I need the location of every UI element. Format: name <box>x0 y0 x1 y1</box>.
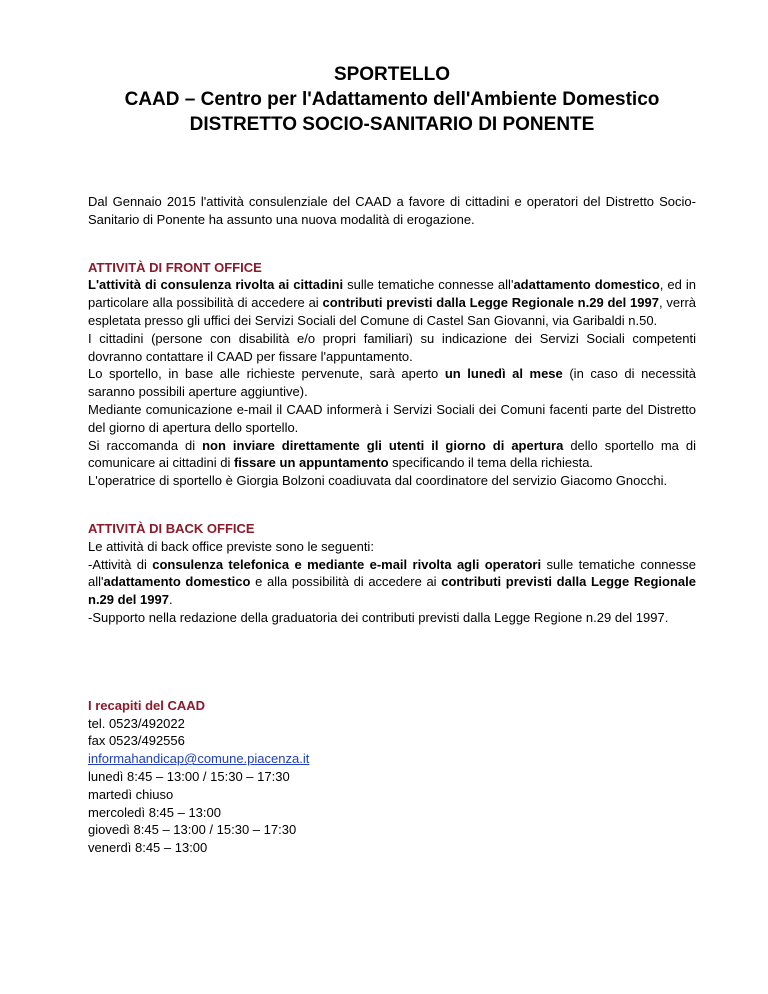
text-run: specificando il tema della richiesta. <box>388 455 594 471</box>
contacts-title: I recapiti del CAAD <box>88 697 206 713</box>
text-run: -Attività di <box>88 556 153 572</box>
bold-run: fissare un appuntamento <box>233 455 389 471</box>
front-office-section <box>88 259 696 490</box>
bold-run: L'attività di consulenza rivolta ai cittadini <box>88 277 344 293</box>
hours-wednesday: mercoledì 8:45 – 13:00 <box>88 804 221 820</box>
front-office-paragraph-4: Mediante comunicazione e-mail il CAAD informerà i Servizi Sociali dei Comuni facenti parte del Distretto del giorno di apertura dello sportello. <box>88 401 696 435</box>
bold-run: un lunedì al mese <box>444 366 563 382</box>
hours-thursday: giovedì 8:45 – 13:00 / 15:30 – 17:30 <box>88 822 297 838</box>
text-run: sulle tematiche connesse all' <box>88 556 696 590</box>
text-run: e alla possibilità di accedere ai <box>250 574 442 590</box>
document-title <box>88 62 696 137</box>
hours-monday: lunedì 8:45 – 13:00 / 15:30 – 17:30 <box>88 768 290 784</box>
text-run: (in caso di necessità saranno possibili aperture aggiuntive). <box>88 366 696 400</box>
back-office-section <box>88 520 696 627</box>
contact-phone: tel. 0523/492022 <box>88 715 185 731</box>
bold-run: contributi previsti dalla Legge Regionale n.29 del 1997 <box>322 295 659 311</box>
intro-paragraph: Dal Gennaio 2015 l'attività consulenziale del CAAD a favore di cittadini e operatori del Distretto Socio-Sanitario di Ponente ha assunto una nuova modalità di erogazione. <box>88 194 696 227</box>
bold-run: adattamento domestico <box>513 277 660 293</box>
front-office-paragraph-3 <box>88 365 696 401</box>
back-office-paragraph-1: Le attività di back office previste sono le seguenti: <box>88 538 374 554</box>
text-run: dello sportello ma di comunicare ai cittadini di <box>88 437 696 471</box>
text-run: Si raccomanda di <box>88 437 203 453</box>
title-line-3: DISTRETTO SOCIO-SANITARIO DI PONENTE <box>189 114 595 135</box>
hours-friday: venerdì 8:45 – 13:00 <box>88 840 208 856</box>
front-office-paragraph-2: I cittadini (persone con disabilità e/o propri familiari) su indicazione dei Servizi Sociali competenti dovranno contattare il CAAD per fissare l'appuntamento. <box>88 330 696 364</box>
front-office-paragraph-1 <box>88 276 696 329</box>
text-run: , ed in particolare alla possibilità di accedere ai <box>88 277 697 311</box>
contacts-section <box>88 697 696 857</box>
document-page <box>88 62 696 857</box>
text-run: , verrà espletata presso gli uffici dei Servizi Sociali del Comune di Castel San Giovanni, via Garibaldi n.50. <box>88 295 697 328</box>
back-office-paragraph-3: -Supporto nella redazione della graduatoria dei contributi previsti dalla Legge Regione n.29 del 1997. <box>88 609 669 625</box>
bold-run: non inviare direttamente gli utenti il giorno di apertura <box>202 437 564 453</box>
text-run: Lo sportello, in base alle richieste pervenute, sarà aperto <box>88 366 445 382</box>
front-office-paragraph-6: L'operatrice di sportello è Giorgia Bolzoni coadiuvata dal coordinatore del servizio Giacomo Gnocchi. <box>88 473 668 489</box>
bold-run: contributi previsti dalla Legge Regionale n.29 del 1997 <box>88 574 696 608</box>
title-line-1: SPORTELLO <box>333 64 451 85</box>
contact-email-link[interactable]: informahandicap@comune.piacenza.it <box>88 751 310 767</box>
contact-fax: fax 0523/492556 <box>88 733 185 749</box>
back-office-paragraph-2 <box>88 556 696 609</box>
bold-run: adattamento domestico <box>103 574 251 590</box>
front-office-paragraph-5 <box>88 437 696 473</box>
text-run: sulle tematiche connesse all' <box>343 277 514 293</box>
hours-tuesday: martedì chiuso <box>88 786 174 802</box>
bold-run: consulenza telefonica e mediante e-mail rivolta agli operatori <box>152 556 542 572</box>
front-office-title: ATTIVITÀ DI FRONT OFFICE <box>88 259 262 275</box>
title-line-2: CAAD – Centro per l'Adattamento dell'Ambiente Domestico <box>124 89 660 110</box>
back-office-title: ATTIVITÀ DI BACK OFFICE <box>88 520 255 536</box>
text-run: . <box>168 592 173 608</box>
